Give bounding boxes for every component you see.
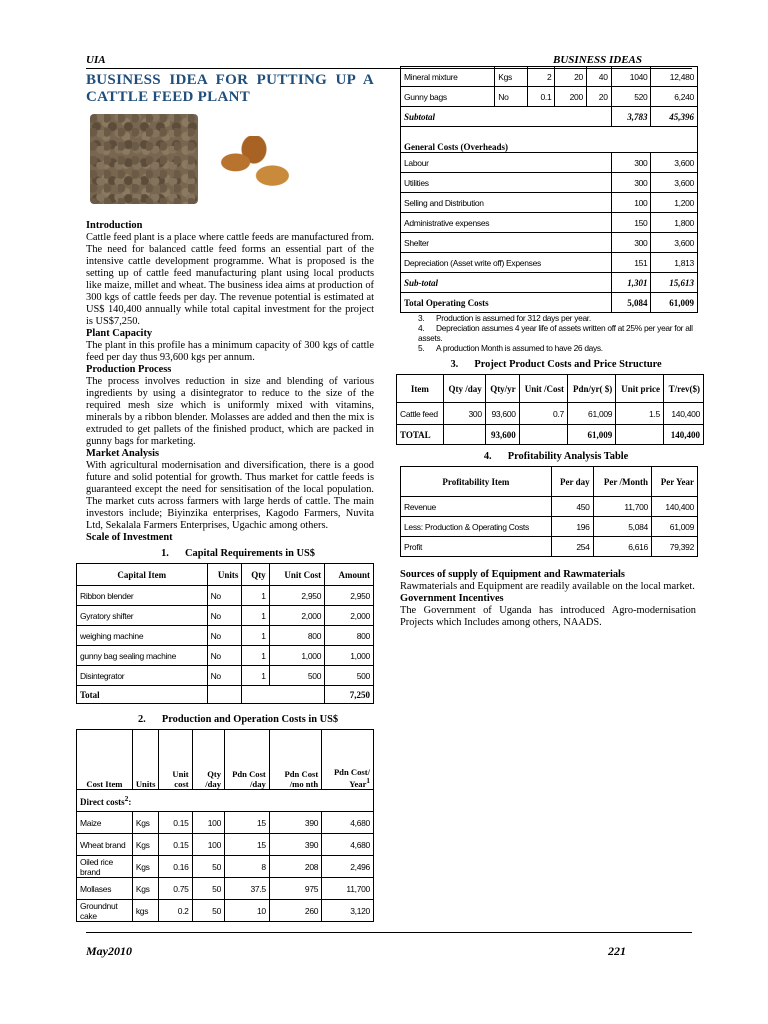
page-title: BUSINESS IDEA FOR PUTTING UP A CATTLE FEED PLANT [86,72,374,105]
footnote-item [418,323,696,343]
table-cell: 50 [192,878,224,900]
table-cell: weighing machine [77,626,208,646]
subtotal-row-value: 1,301 [611,273,651,293]
table-row [77,900,374,922]
scale-heading: Scale of Investment [86,532,173,543]
table-cell: 450 [551,497,593,517]
table-cell: Kgs [132,812,159,834]
table-cell: 2,950 [269,586,324,606]
total-row-value: 61,009 [651,293,698,313]
table-cell: 1,000 [325,646,374,666]
capital-table-title: 1. Capital Requirements in US$ [161,548,315,559]
table-cell: 50 [192,856,224,878]
subtotal-row [401,107,698,127]
production-costs-continued-table [400,66,698,313]
table-row [77,856,374,878]
table-cell: No [207,586,242,606]
table-cell: 61,009 [651,517,697,537]
table-header-row [401,467,698,497]
table-cell: 15 [225,812,270,834]
table-row [77,878,374,900]
table-cell: 196 [551,517,593,537]
table-cell: 1 [242,606,269,626]
column-header: Unit price [616,375,664,403]
table-cell: 140,400 [663,425,703,445]
table-row [401,153,698,173]
table-cell: 1 [242,646,269,666]
table-cell: 0.15 [159,834,192,856]
capital-requirements-table [76,563,374,704]
footer-date: May2010 [86,944,132,958]
intro-text: Cattle feed plant is a place where cattle feeds are manufactured from. The need for balanced cattle feed forms an essential part of the intensive cattle development programme. What is proposed is the setting up of cattle feed manufacturing plant using local products like maize, millet and wheat. The business idea aims at production of 300 kgs of cattle feeds per day. The revenue potential is estimated at US$ 140,400 annually while total capital investment for the project is US$7,250. [86,232,374,327]
table-cell: 8 [225,856,270,878]
table-cell: Shelter [401,233,612,253]
subtotal-row-value: 15,613 [651,273,698,293]
table-cell: 2,950 [325,586,374,606]
groundnut-cake-photo [208,136,300,202]
table-cell: 500 [325,666,374,686]
table-cell: Administrative expenses [401,213,612,233]
table-cell [443,425,485,445]
table-cell: TOTAL [397,425,444,445]
column-header: Pdn Cost /day [225,730,270,790]
table-cell: 260 [269,900,321,922]
table-cell: No [207,666,242,686]
table-cell: 1 [242,586,269,606]
table-cell [207,686,242,704]
column-header: Item [397,375,444,403]
table-cell: No [207,646,242,666]
market-heading: Market Analysis [86,448,160,459]
table-cell: 151 [611,253,651,273]
table-cell: 2,496 [322,856,374,878]
process-text: The process involves reduction in size and blending of various ingredients by using a disintegrator to reduce to the size of the required mesh size which is uniformly mixed with vitamins, minerals by a ribbon blender. Molasses are added and then the mix is extruded to get pallets of the finished product, which are packed in gunny bags for marketing. [86,376,374,447]
table-cell: 500 [269,666,324,686]
table-header-row [77,564,374,586]
table-row [401,67,698,87]
table-row [401,497,698,517]
table-cell: 50 [192,900,224,922]
table-cell: 208 [269,856,321,878]
table-cell: 975 [269,878,321,900]
column-header: Profitability Item [401,467,552,497]
table-cell: 200 [555,87,587,107]
table-cell: 0.1 [527,87,555,107]
profit-table-title: 4. Profitability Analysis Table [483,451,629,462]
table-cell: 300 [443,403,485,425]
column-header: T/rev($) [663,375,703,403]
table-row [401,173,698,193]
subtotal-row-value: 3,783 [611,107,651,127]
table-cell: Kgs [132,878,159,900]
table-cell: 6,240 [651,87,698,107]
table-cell: Mollases [77,878,133,900]
direct-costs-label: Direct costs$^2$: [77,790,374,812]
table-cell: 0.2 [159,900,192,922]
table-cell: 93,600 [485,425,519,445]
feed-pellets-photo [90,114,198,204]
table-cell: 300 [611,153,651,173]
general-costs-row [401,127,698,153]
table-cell [519,425,567,445]
process-heading: Production Process [86,364,172,375]
table-cell: Gunny bags [401,87,495,107]
table-cell: 15 [225,834,270,856]
table-cell: 1 [242,666,269,686]
table-cell: 300 [611,233,651,253]
column-header: Cost Item [77,730,133,790]
column-header: Pdn/yr( $) [567,375,615,403]
table-cell: 61,009 [567,403,615,425]
total-row-value: 5,084 [611,293,651,313]
table-cell: 40 [586,67,611,87]
table-cell: Selling and Distribution [401,193,612,213]
supply-text: Rawmaterials and Equipment are readily available on the local market. [400,581,695,592]
table-cell: 0.16 [159,856,192,878]
capacity-text: The plant in this profile has a minimum capacity of 300 kgs of cattle feed per day thus 93,600 kgs per annum. [86,340,374,363]
intro-heading: Introduction [86,220,143,231]
total-row-label: Total Operating Costs [401,293,612,313]
table-cell: 20 [555,67,587,87]
column-header: Unit cost [159,730,192,790]
footnote-mark: 2 [124,794,129,803]
capacity-heading: Plant Capacity [86,328,153,339]
table-header-row [77,730,374,790]
table-cell: No [207,626,242,646]
table-cell: Wheat brand [77,834,133,856]
table-cell: 390 [269,834,321,856]
table-cell: Maize [77,812,133,834]
column-header: Qty [242,564,269,586]
table-cell: Labour [401,153,612,173]
table-cell: 4,680 [322,834,374,856]
column-header: Unit Cost [269,564,324,586]
table-cell: 2,000 [269,606,324,626]
column-header: Pdn Cost /mo nth [269,730,321,790]
table-cell: 520 [611,87,651,107]
total-row [77,686,374,704]
table-cell: 10 [225,900,270,922]
column-header: Per Year [651,467,697,497]
table-cell: 300 [611,173,651,193]
table-cell: 37.5 [225,878,270,900]
table-cell [242,686,325,704]
table-cell: 1,800 [651,213,698,233]
table-cell: 0.15 [159,812,192,834]
table-cell: 100 [611,193,651,213]
table-row [401,87,698,107]
table-row [397,403,704,425]
subtotal-row-value: 45,396 [651,107,698,127]
table-cell: Kgs [132,856,159,878]
column-header: Per /Month [593,467,651,497]
table-row [401,537,698,557]
column-header: Qty/yr [485,375,519,403]
table-cell: No [207,606,242,626]
table-cell: Groundnut cake [77,900,133,922]
footnote-number: 5. [418,343,425,353]
table-cell: 150 [611,213,651,233]
table-row [77,812,374,834]
market-text: With agricultural modernisation and diversification, there is a good future and solid potential for growth. Thus market for cattle feeds is guaranteed except the need for sensitisation of the local population. The market cuts across farmers with large herds of cattle. The main investors include; Biyinzika enterprises, Kagodo Farmers, Nuvita Ltd, Sekalala Farmers Enterprises, Ugachic among others. [86,460,374,531]
column-header: Pdn Cost/ Year$^1$ [322,730,374,790]
incentives-heading: Government Incentives [400,593,504,604]
table-cell: 6,616 [593,537,651,557]
table-cell: 1.5 [616,403,664,425]
header-left: UIA [86,54,106,66]
table-cell: 5,084 [593,517,651,537]
table-cell: 800 [269,626,324,646]
footnote-mark: 1 [366,777,370,786]
column-header: Qty /day [443,375,485,403]
table-row [401,517,698,537]
table-cell: 3,600 [651,153,698,173]
table-cell: Less: Production & Operating Costs [401,517,552,537]
production-costs-table [76,729,374,922]
table-row [401,213,698,233]
table-cell: 93,600 [485,403,519,425]
total-label: Total [77,686,208,704]
table-cell: 3,120 [322,900,374,922]
table-cell: 1,200 [651,193,698,213]
production-table-title: 2. Production and Operation Costs in US$ [137,714,339,725]
table-row [77,586,374,606]
table-cell: 254 [551,537,593,557]
table-cell: 61,009 [567,425,615,445]
table-cell: 0.75 [159,878,192,900]
table-row [77,606,374,626]
column-header: Per day [551,467,593,497]
table-cell: kgs [132,900,159,922]
table-cell: 0.7 [519,403,567,425]
footnote-number: 3. [418,313,425,323]
column-header: Units [132,730,159,790]
table-cell: 1,000 [269,646,324,666]
table-cell: Kgs [495,67,527,87]
footnote-text: A production Month is assumed to have 26 days. [436,343,603,353]
left-column [80,72,374,922]
table-cell: Utilities [401,173,612,193]
footnotes [400,313,696,353]
table-cell: 79,392 [651,537,697,557]
table-cell: 4,680 [322,812,374,834]
table-cell: 1,813 [651,253,698,273]
total-value: 7,250 [325,686,374,704]
table-cell: Mineral mixture [401,67,495,87]
table-cell: 1 [242,626,269,646]
price-structure-table [396,374,704,445]
total-row [401,293,698,313]
footer-rule [86,932,692,933]
supply-heading: Sources of supply of Equipment and Rawmaterials [400,569,625,580]
table-row [77,666,374,686]
photos [86,112,374,214]
column-header: Qty /day [192,730,224,790]
footnote-item [418,343,696,353]
table-cell: Disintegrator [77,666,208,686]
subtotal-row-label: Subtotal [401,107,612,127]
subtotal-row [401,273,698,293]
table-row [77,626,374,646]
table-cell: 11,700 [322,878,374,900]
table-row [77,834,374,856]
table-cell: 1040 [611,67,651,87]
direct-costs-row [77,790,374,812]
table-cell: Gyratory shifter [77,606,208,626]
table-cell: 100 [192,834,224,856]
footnote-text: Production is assumed for 312 days per year. [436,313,591,323]
table-cell: Cattle feed [397,403,444,425]
table-cell: Kgs [132,834,159,856]
table-cell: 100 [192,812,224,834]
profitability-table [400,466,698,557]
table-cell: 3,600 [651,233,698,253]
total-row [397,425,704,445]
footnote-item [418,313,696,323]
column-header: Capital Item [77,564,208,586]
footnote-text: Depreciation assumes 4 year life of assets written off at 25% per year for all assets. [418,323,693,343]
table-row [401,253,698,273]
column-header: Unit /Cost [519,375,567,403]
table-cell: 11,700 [593,497,651,517]
table-cell [616,425,664,445]
right-column [400,66,700,629]
column-header: Units [207,564,242,586]
table-cell: 140,400 [663,403,703,425]
table-cell: 3,600 [651,173,698,193]
table-cell: gunny bag sealing machine [77,646,208,666]
incentives-text: The Government of Uganda has introduced Agro-modernisation Projects which Includes among others, NAADS. [400,605,696,628]
general-costs-label: General Costs (Overheads) [401,127,698,153]
table-cell: Oiled rice brand [77,856,133,878]
table-cell: 2 [527,67,555,87]
footnote-number: 4. [418,323,425,333]
table-cell: Depreciation (Asset write off) Expenses [401,253,612,273]
table-header-row [397,375,704,403]
price-table-title: 3. Project Product Costs and Price Structure [450,359,662,370]
column-header: Amount [325,564,374,586]
table-cell: No [495,87,527,107]
table-cell: 20 [586,87,611,107]
table-cell: 2,000 [325,606,374,626]
table-cell: 12,480 [651,67,698,87]
table-cell: 800 [325,626,374,646]
table-cell: 140,400 [651,497,697,517]
header-right: BUSINESS IDEAS [553,54,642,66]
table-row [77,646,374,666]
table-row [401,193,698,213]
subtotal-row-label: Sub-total [401,273,612,293]
table-row [401,233,698,253]
table-cell: Profit [401,537,552,557]
table-cell: Revenue [401,497,552,517]
table-cell: 390 [269,812,321,834]
table-cell: Ribbon blender [77,586,208,606]
page-number: 221 [608,944,626,958]
